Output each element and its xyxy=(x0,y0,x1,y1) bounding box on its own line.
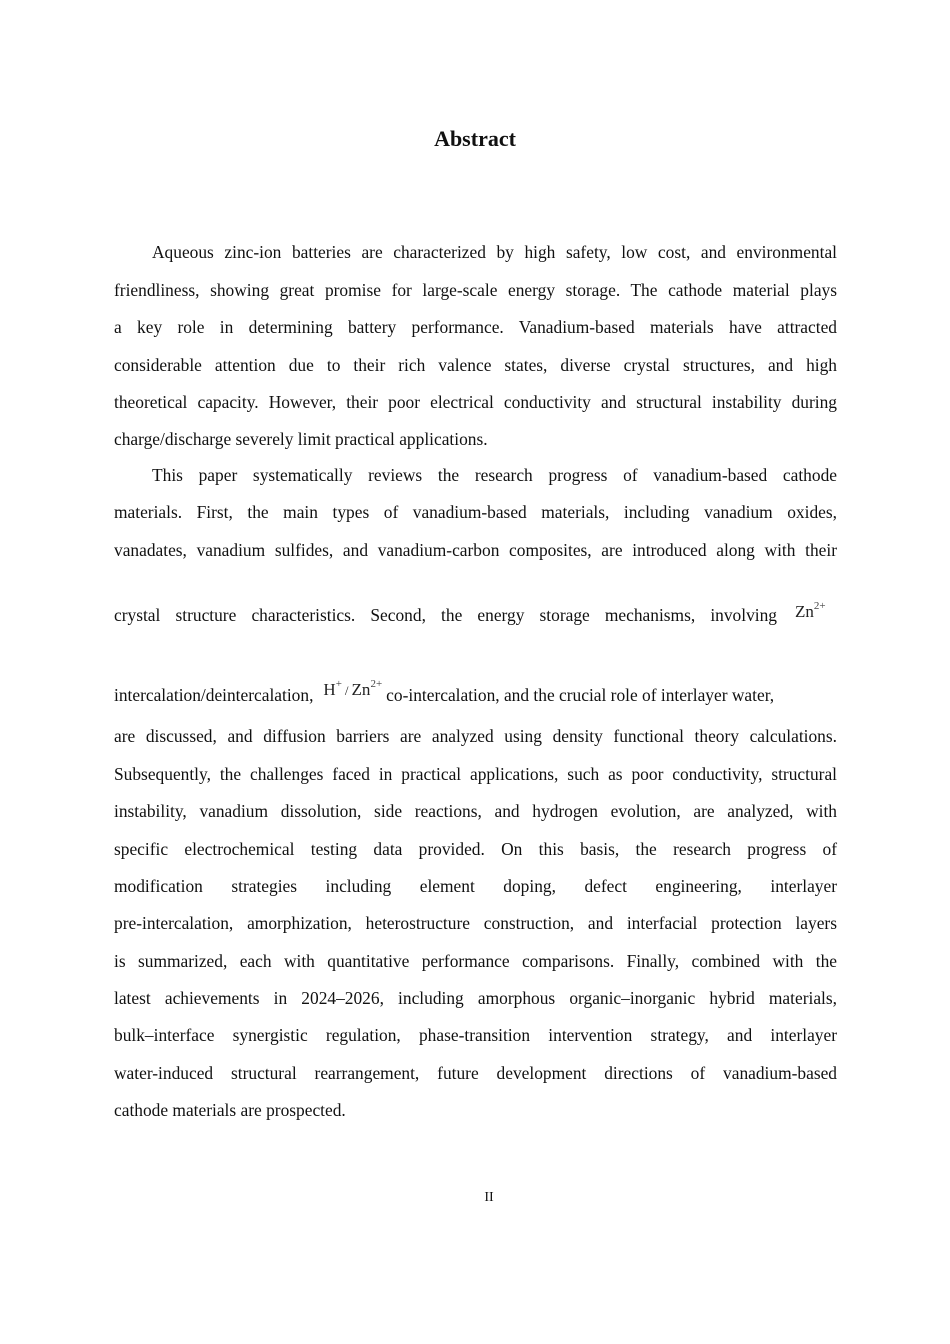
text-line: considerable attention due to their rich valence states, diverse crystal structures, and high xyxy=(114,355,837,375)
zn-symbol: Zn xyxy=(351,680,371,699)
text-line: cathode materials are prospected. xyxy=(114,1100,346,1120)
text-line-with-formula xyxy=(114,678,837,709)
text-line: latest achievements in 2024–2026, including amorphous organic–inorganic hybrid materials, xyxy=(114,988,837,1008)
text-line: materials. First, the main types of vanadium-based materials, including vanadium oxides, xyxy=(114,502,837,522)
text-line: modification strategies including element doping, defect engineering, interlayer xyxy=(114,876,837,896)
text-segment: co-intercalation, and the crucial role of interlayer water, xyxy=(386,685,775,705)
text-line: This paper systematically reviews the research progress of vanadium-based cathode xyxy=(152,465,837,485)
text-line: a key role in determining battery performance. Vanadium-based materials have attracted xyxy=(114,317,837,337)
h-symbol: H xyxy=(323,680,336,699)
text-line: water-induced structural rearrangement, future development directions of vanadium-based xyxy=(114,1063,837,1083)
text-line: crystal structure characteristics. Second, the energy storage mechanisms, involving xyxy=(114,605,777,625)
slash-symbol: / xyxy=(344,683,349,698)
h-zn-co-intercalation-formula xyxy=(323,672,382,703)
page-number: II xyxy=(484,1190,494,1205)
text-line: are discussed, and diffusion barriers are analyzed using density functional theory calculations. xyxy=(114,726,837,746)
text-line: instability, vanadium dissolution, side reactions, and hydrogen evolution, are analyzed, with xyxy=(114,801,837,821)
zn-symbol: Zn xyxy=(795,602,814,621)
text-line: Subsequently, the challenges faced in practical applications, such as poor conductivity, structural xyxy=(114,764,837,784)
text-line: specific electrochemical testing data provided. On this basis, the research progress of xyxy=(114,839,837,859)
text-line: charge/discharge severely limit practical applications. xyxy=(114,429,488,449)
text-line: bulk–interface synergistic regulation, phase-transition intervention strategy, and interlayer xyxy=(114,1025,837,1045)
text-line: friendliness, showing great promise for large-scale energy storage. The cathode material plays xyxy=(114,280,837,300)
h-charge: + xyxy=(335,678,342,690)
text-line: is summarized, each with quantitative performance comparisons. Finally, combined with the xyxy=(114,951,837,971)
text-line: Aqueous zinc-ion batteries are characterized by high safety, low cost, and environmental xyxy=(152,242,837,262)
zn-ion-formula xyxy=(795,600,826,622)
text-line: theoretical capacity. However, their poor electrical conductivity and structural instability during xyxy=(114,392,837,412)
zn-charge: 2+ xyxy=(813,600,826,612)
page-title: Abstract xyxy=(434,126,516,151)
zn-charge: 2+ xyxy=(370,678,383,690)
text-line: pre-intercalation, amorphization, heterostructure construction, and interfacial protection layers xyxy=(114,913,837,933)
text-line: vanadates, vanadium sulfides, and vanadium-carbon composites, are introduced along with their xyxy=(114,540,837,560)
text-segment: intercalation/deintercalation, xyxy=(114,685,314,705)
